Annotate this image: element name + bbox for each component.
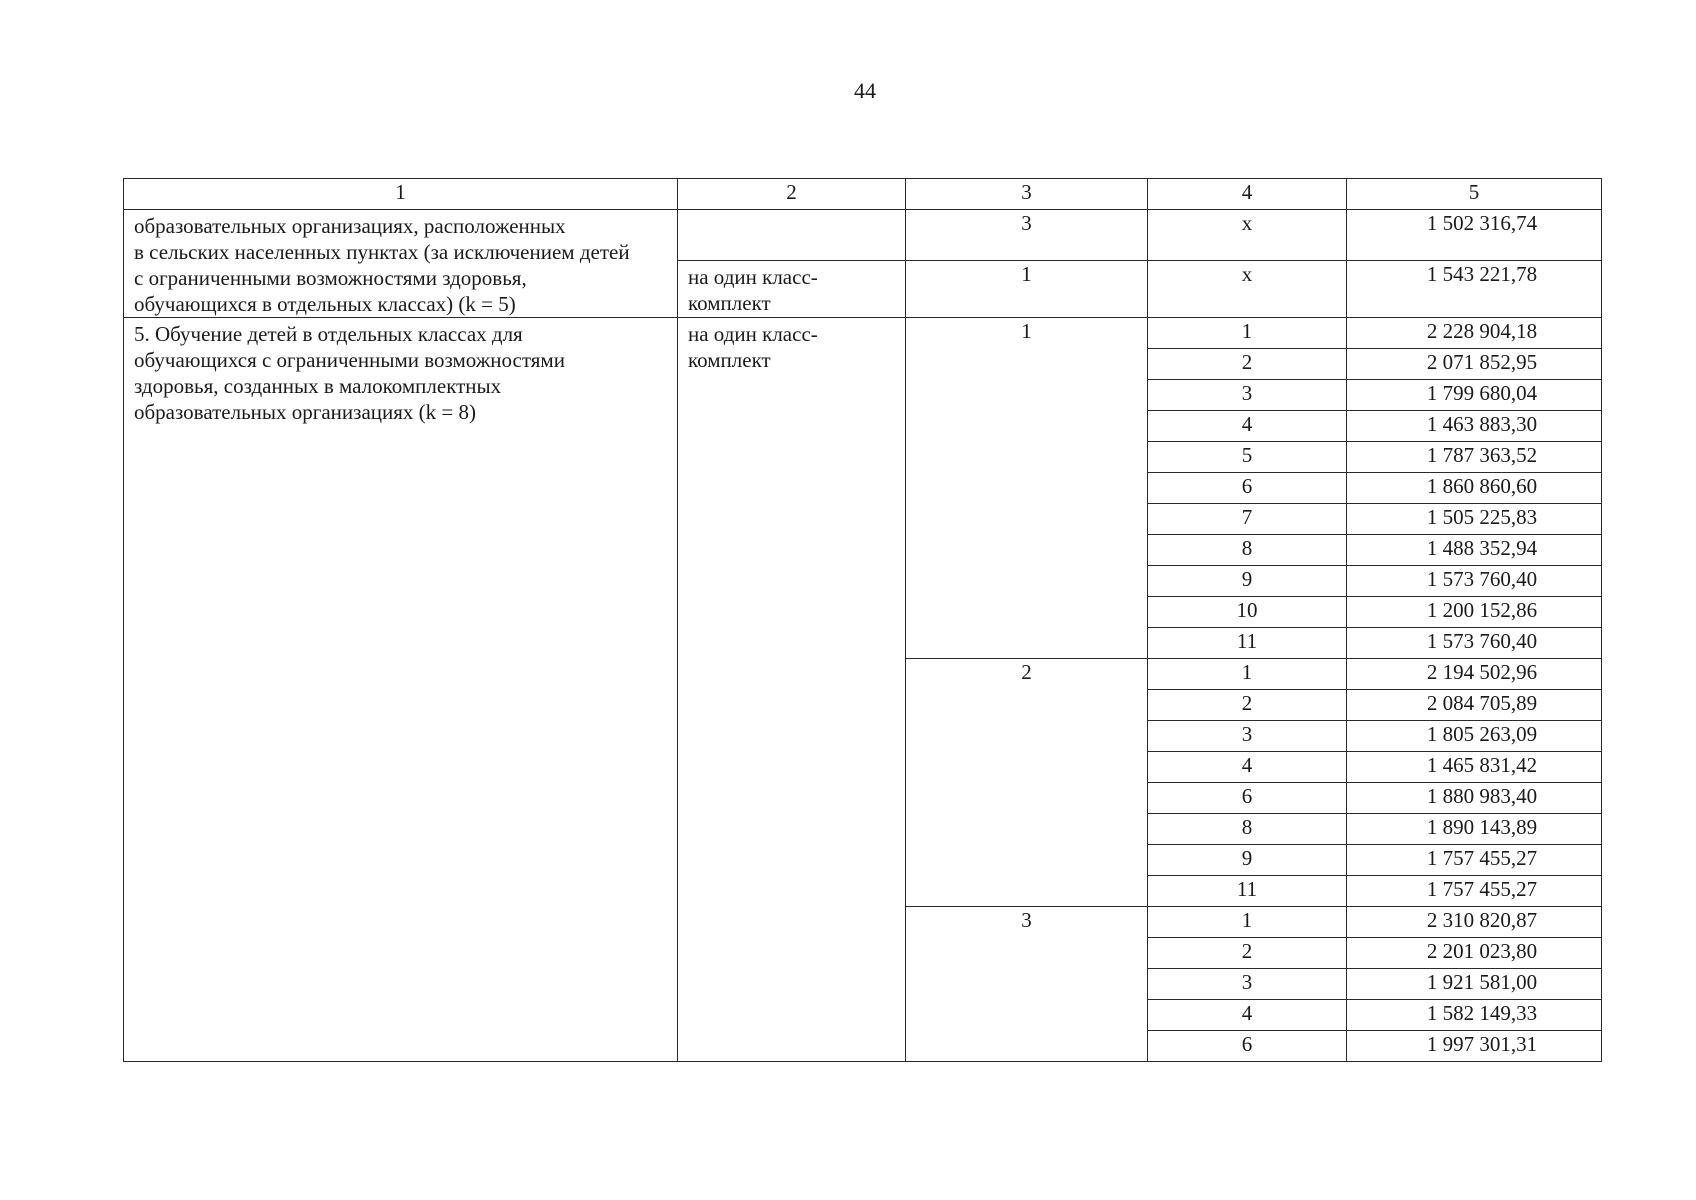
table-row [124, 318, 1602, 349]
value-cell: 2 201 023,80 [1347, 938, 1602, 969]
grade-cell: 7 [1148, 504, 1347, 535]
value-cell: 2 228 904,18 [1347, 318, 1602, 349]
grade-cell: 1 [1148, 659, 1347, 690]
group-cell: 3 [906, 210, 1148, 261]
grade-cell: 6 [1148, 473, 1347, 504]
header-col-3: 3 [906, 179, 1148, 210]
value-cell: 2 084 705,89 [1347, 690, 1602, 721]
value-cell: 1 787 363,52 [1347, 442, 1602, 473]
grade-cell: 3 [1148, 721, 1347, 752]
grade-cell: 3 [1148, 969, 1347, 1000]
grade-cell: 9 [1148, 566, 1347, 597]
grade-cell: 3 [1148, 380, 1347, 411]
grade-cell: 11 [1148, 876, 1347, 907]
value-cell: 1 582 149,33 [1347, 1000, 1602, 1031]
group-cell: 1 [906, 318, 1148, 659]
grade-cell: 4 [1148, 752, 1347, 783]
grade-cell: 9 [1148, 845, 1347, 876]
group-cell: 3 [906, 907, 1148, 1062]
grade-cell: x [1148, 210, 1347, 261]
grade-cell: 2 [1148, 690, 1347, 721]
unit-cell [678, 261, 906, 318]
value-cell: 1 799 680,04 [1347, 380, 1602, 411]
unit-cell [678, 318, 906, 1062]
value-cell: 2 310 820,87 [1347, 907, 1602, 938]
row-description-cell [124, 210, 678, 318]
value-cell: 1 805 263,09 [1347, 721, 1602, 752]
grade-cell: 8 [1148, 535, 1347, 566]
value-cell: 1 997 301,31 [1347, 1031, 1602, 1062]
grade-cell: 11 [1148, 628, 1347, 659]
value-cell: 1 465 831,42 [1347, 752, 1602, 783]
grade-cell: 6 [1148, 1031, 1347, 1062]
grade-cell: 4 [1148, 411, 1347, 442]
grade-cell: 10 [1148, 597, 1347, 628]
value-cell: 1 505 225,83 [1347, 504, 1602, 535]
unit-text: на один класс- комплект [688, 265, 818, 316]
header-col-4: 4 [1148, 179, 1347, 210]
tariff-table [123, 178, 1602, 1062]
row-description-text: образовательных организациях, расположенных в сельских населенных пунктах (за исключением детей с ограниченными возможностями здоровья, обучающихся в отдельных классах) (k = 5) [134, 214, 630, 316]
value-cell: 1 880 983,40 [1347, 783, 1602, 814]
value-cell: 2 071 852,95 [1347, 349, 1602, 380]
value-cell: 1 890 143,89 [1347, 814, 1602, 845]
value-cell: 1 488 352,94 [1347, 535, 1602, 566]
page-number: 44 [854, 78, 876, 103]
grade-cell: 1 [1148, 318, 1347, 349]
grade-cell: 6 [1148, 783, 1347, 814]
grade-cell: 5 [1148, 442, 1347, 473]
header-col-5: 5 [1347, 179, 1602, 210]
group-cell: 1 [906, 261, 1148, 318]
value-cell: 1 573 760,40 [1347, 628, 1602, 659]
table-row [124, 210, 1602, 261]
grade-cell: 4 [1148, 1000, 1347, 1031]
value-cell: 1 757 455,27 [1347, 845, 1602, 876]
grade-cell: 1 [1148, 907, 1347, 938]
grade-cell: 2 [1148, 938, 1347, 969]
value-cell: 1 921 581,00 [1347, 969, 1602, 1000]
table-header-row [124, 179, 1602, 210]
grade-cell: x [1148, 261, 1347, 318]
unit-cell-empty [678, 210, 906, 261]
header-col-2: 2 [678, 179, 906, 210]
grade-cell: 2 [1148, 349, 1347, 380]
value-cell: 1 757 455,27 [1347, 876, 1602, 907]
value-cell: 1 502 316,74 [1347, 210, 1602, 261]
value-cell: 1 860 860,60 [1347, 473, 1602, 504]
value-cell: 1 543 221,78 [1347, 261, 1602, 318]
grade-cell: 8 [1148, 814, 1347, 845]
value-cell: 1 200 152,86 [1347, 597, 1602, 628]
section-title-text: 5. Обучение детей в отдельных классах для обучающихся с ограниченными возможностями здоровья, созданных в малокомплектных образовательных организациях (k = 8) [134, 322, 565, 424]
section-title-cell [124, 318, 678, 1062]
value-cell: 2 194 502,96 [1347, 659, 1602, 690]
value-cell: 1 573 760,40 [1347, 566, 1602, 597]
group-cell: 2 [906, 659, 1148, 907]
value-cell: 1 463 883,30 [1347, 411, 1602, 442]
header-col-1: 1 [124, 179, 678, 210]
unit-text: на один класс- комплект [688, 322, 818, 372]
